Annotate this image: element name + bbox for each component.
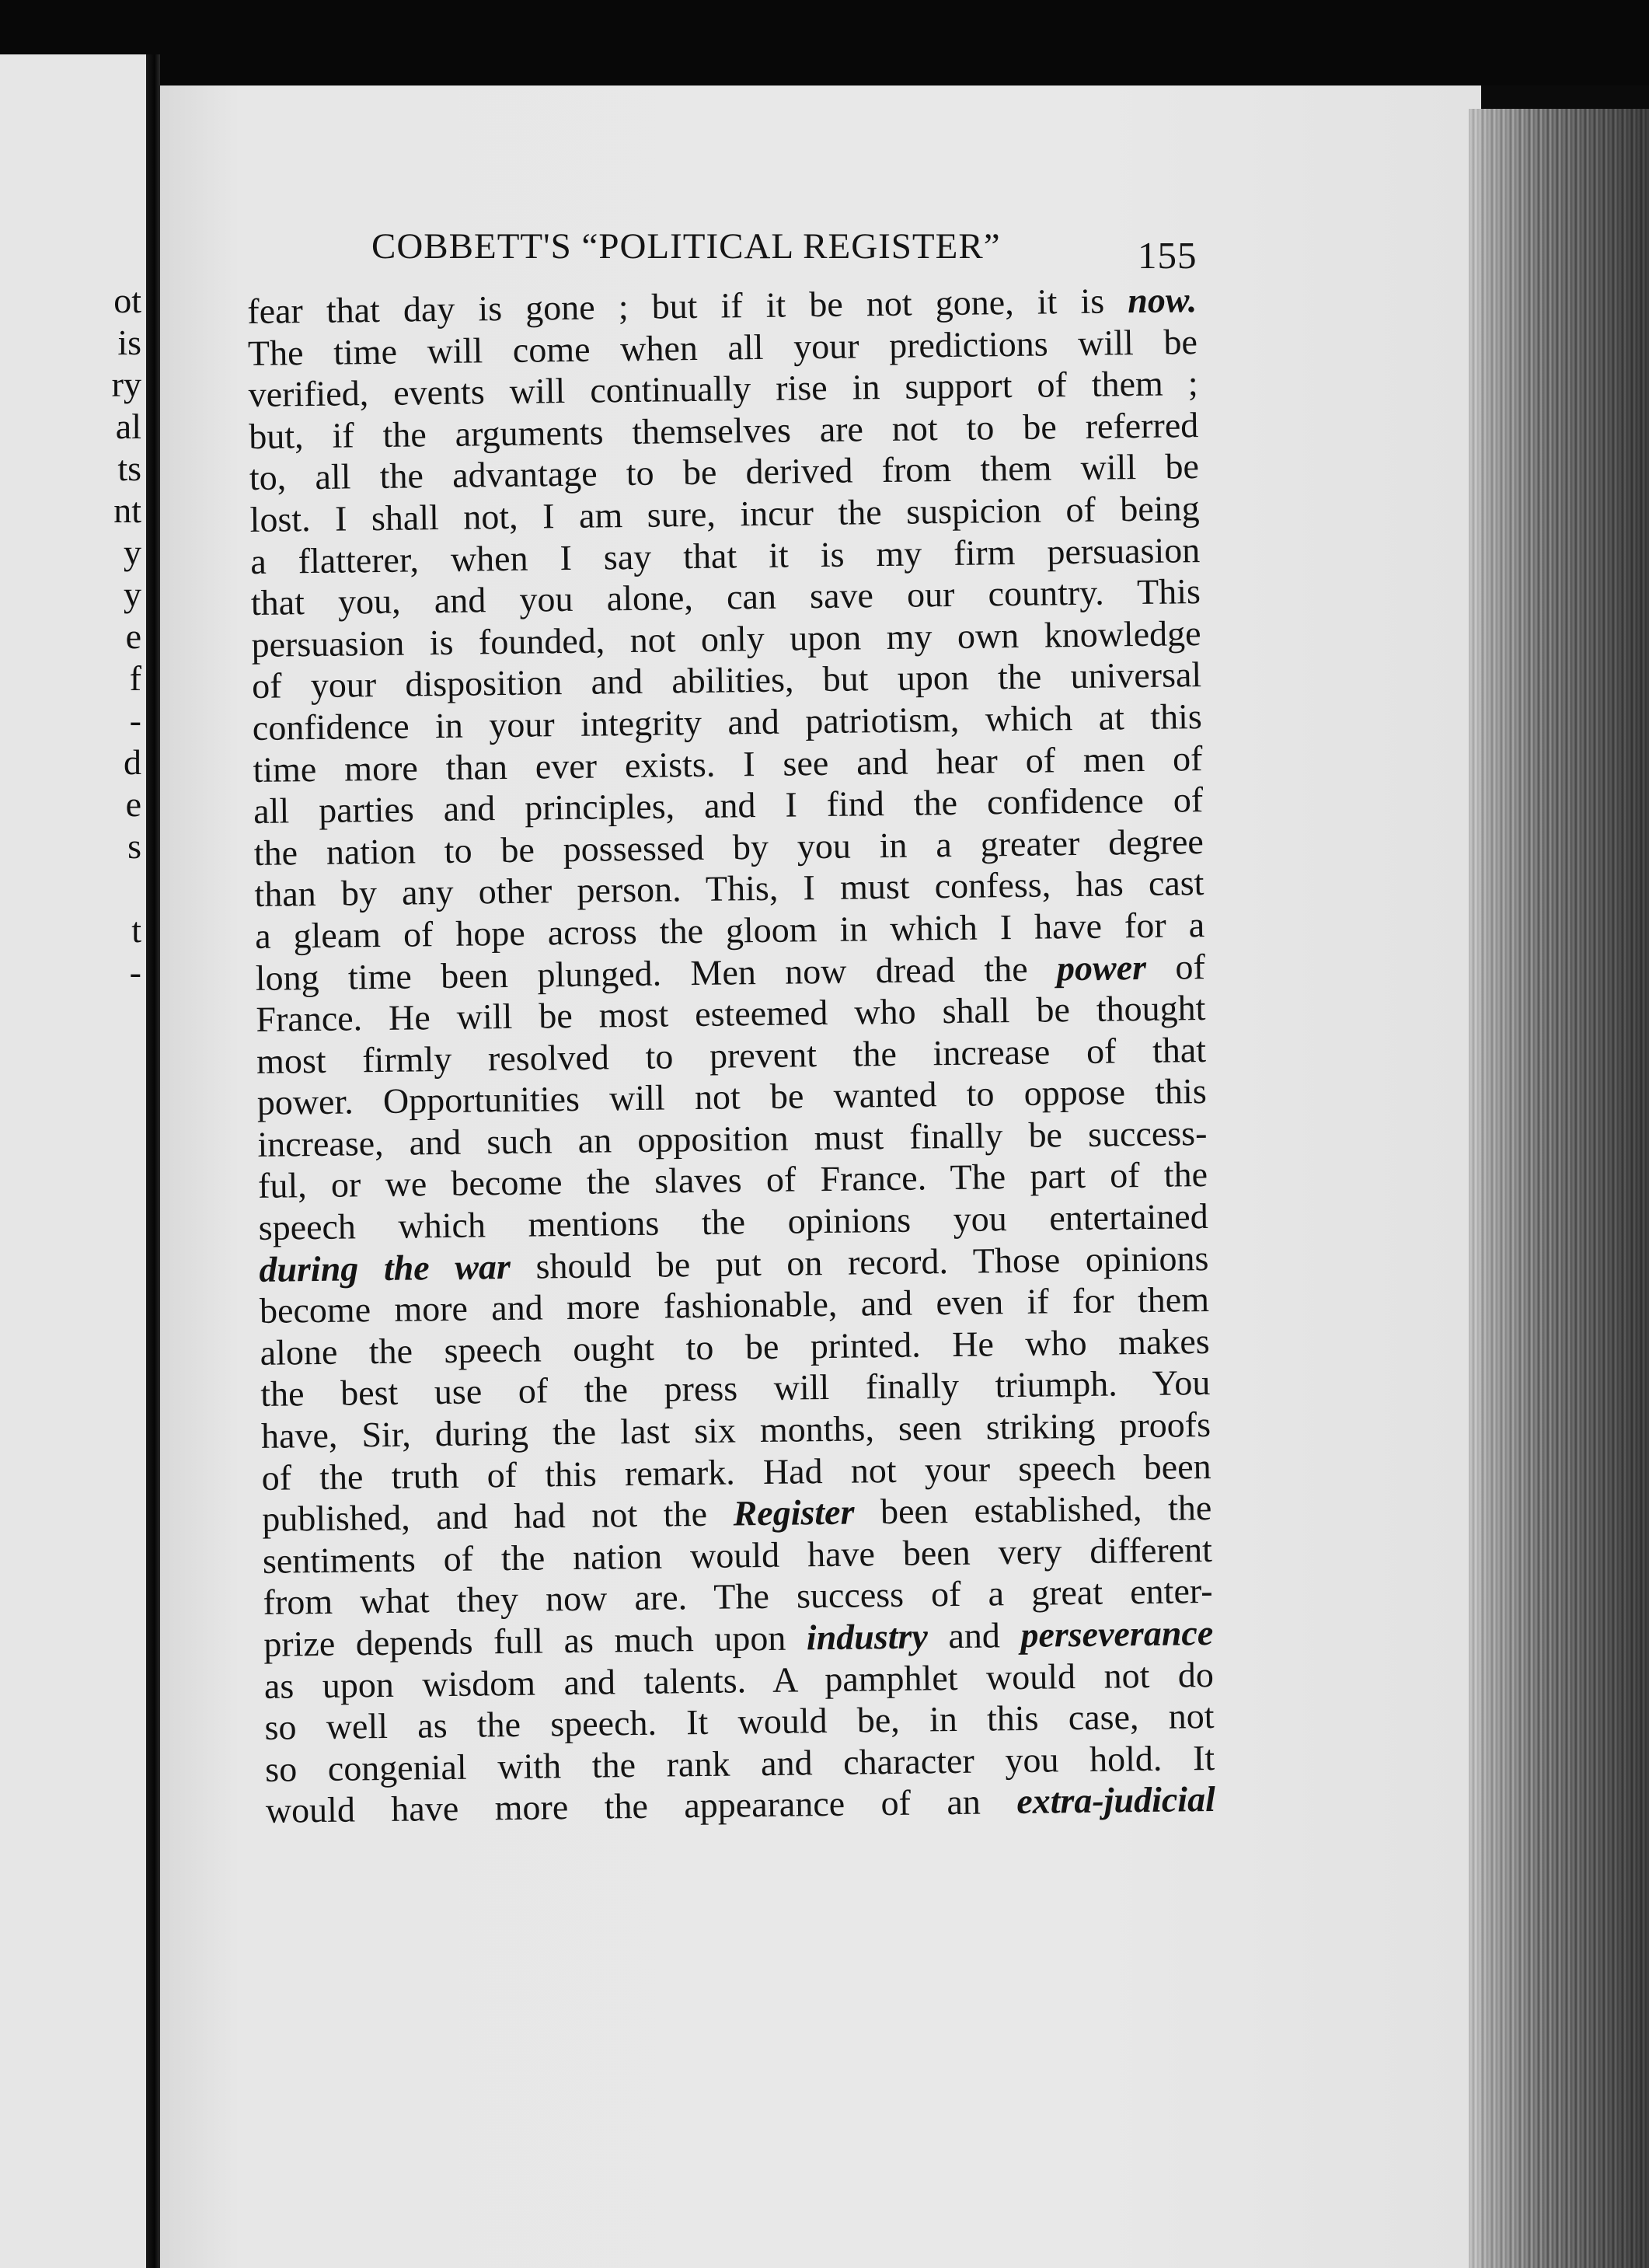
- previous-page-fragment: [112, 867, 141, 909]
- text-run: become more and more fashionable, and even if for them: [259, 1279, 1210, 1331]
- page-number: 155: [1138, 234, 1198, 277]
- text-run: of the truth of this remark. Had not your speech been: [261, 1446, 1211, 1498]
- previous-page-fragment: nt: [113, 490, 141, 530]
- previous-page-fragment: y: [124, 574, 141, 614]
- text-run: have, Sir, during the last six months, seen striking proofs: [260, 1404, 1211, 1456]
- previous-page-edge: [0, 54, 146, 2268]
- text-run: confidence in your integrity and patriotism, which at this: [252, 696, 1203, 748]
- text-run: lost. I shall not, I am sure, incur the suspicion of being: [249, 488, 1200, 539]
- scan-top-margin: [0, 0, 1649, 85]
- fore-edge-shading: [1469, 109, 1649, 2268]
- previous-page-fragment: f: [129, 658, 141, 698]
- text-run: a gleam of hope across the gloom in which I have for a: [254, 904, 1205, 956]
- text-run: than by any other person. This, I must confess, has cast: [254, 863, 1205, 915]
- previous-page-fragment: -: [129, 952, 141, 992]
- text-run: time more than ever exists. I see and hear of men of: [253, 738, 1203, 790]
- emphasized-text: during the war: [259, 1246, 511, 1289]
- text-run: long time been plunged. Men now dread the: [255, 947, 1058, 998]
- text-run: would have more the appearance of an: [265, 1781, 1017, 1831]
- text-run: the nation to be possessed by you in a greater degree: [253, 821, 1205, 873]
- text-run: should be put on record. Those opinions: [510, 1237, 1209, 1286]
- text-run: prize depends full as much upon: [263, 1617, 807, 1664]
- text-run: of: [1145, 946, 1206, 987]
- emphasized-text: now.: [1127, 280, 1198, 321]
- previous-page-fragment: y: [124, 532, 141, 572]
- text-run: fear that day is gone ; but if it be not gone, it is: [247, 281, 1128, 331]
- text-run: all parties and principles, and I find the confidence of: [253, 780, 1204, 832]
- previous-page-fragments: [112, 280, 141, 993]
- emphasized-text: perseverance: [1020, 1612, 1214, 1655]
- previous-page-fragment: d: [124, 742, 141, 782]
- running-head: COBBETT'S “POLITICAL REGISTER”: [371, 226, 1001, 267]
- text-run: and: [927, 1614, 1021, 1656]
- text-run: The time will come when all your predictions will be: [247, 321, 1198, 373]
- emphasized-text: power: [1056, 947, 1147, 988]
- previous-page-fragment: ot: [113, 281, 141, 320]
- text-run: most firmly resolved to prevent the increase of that: [256, 1029, 1207, 1081]
- emphasized-text: extra-judicial: [1016, 1779, 1216, 1822]
- body-text: [247, 279, 1215, 1832]
- text-run: sentiments of the nation would have been very different: [262, 1529, 1213, 1581]
- text-run: ful, or we become the slaves of France. The part of the: [257, 1154, 1208, 1206]
- text-run: as upon wisdom and talents. A pamphlet would not do: [263, 1654, 1215, 1706]
- text-run: a flatterer, when I say that it is my firm persuasion: [249, 529, 1201, 581]
- emphasized-text: industry: [806, 1616, 929, 1658]
- previous-page-fragment: -: [129, 700, 141, 740]
- book-spine: [146, 54, 160, 2268]
- text-run: verified, events will continually rise in support of them ;: [248, 363, 1198, 415]
- emphasized-text: Register: [733, 1492, 855, 1534]
- text-run: that you, and you alone, can save our country. This: [250, 571, 1201, 623]
- text-run: but, if the arguments themselves are not to be referred: [248, 404, 1199, 456]
- text-run: France. He will be most esteemed who shall be thought: [256, 988, 1206, 1040]
- text-run: so well as the speech. It would be, in this case, not: [264, 1696, 1215, 1748]
- previous-page-fragment: ts: [117, 448, 141, 488]
- text-run: so congenial with the rank and character you hold. It: [264, 1737, 1215, 1789]
- text-run: been established, the: [854, 1488, 1212, 1532]
- previous-page-fragment: is: [117, 323, 141, 362]
- previous-page-fragment: t: [131, 910, 141, 950]
- previous-page-fragment: al: [115, 406, 141, 446]
- text-run: to, all the advantage to be derived from them will be: [249, 446, 1200, 498]
- text-run: of your disposition and abilities, but upon the universal: [251, 654, 1202, 707]
- text-run: from what they now are. The success of a great enter-: [263, 1571, 1213, 1623]
- previous-page-fragment: s: [127, 826, 141, 866]
- text-run: increase, and such an opposition must finally be success-: [257, 1112, 1208, 1164]
- text-run: power. Opportunities will not be wanted to oppose this: [256, 1071, 1207, 1123]
- previous-page-fragment: e: [125, 784, 141, 824]
- text-run: persuasion is founded, not only upon my own knowledge: [251, 612, 1201, 665]
- text-run: published, and had not the: [262, 1493, 734, 1540]
- previous-page-fragment: e: [125, 616, 141, 656]
- text-run: speech which mentions the opinions you entertained: [258, 1196, 1208, 1247]
- previous-page-fragment: ry: [111, 365, 141, 404]
- text-run: the best use of the press will finally triumph. You: [260, 1363, 1211, 1415]
- text-run: alone the speech ought to be printed. He who makes: [260, 1321, 1210, 1373]
